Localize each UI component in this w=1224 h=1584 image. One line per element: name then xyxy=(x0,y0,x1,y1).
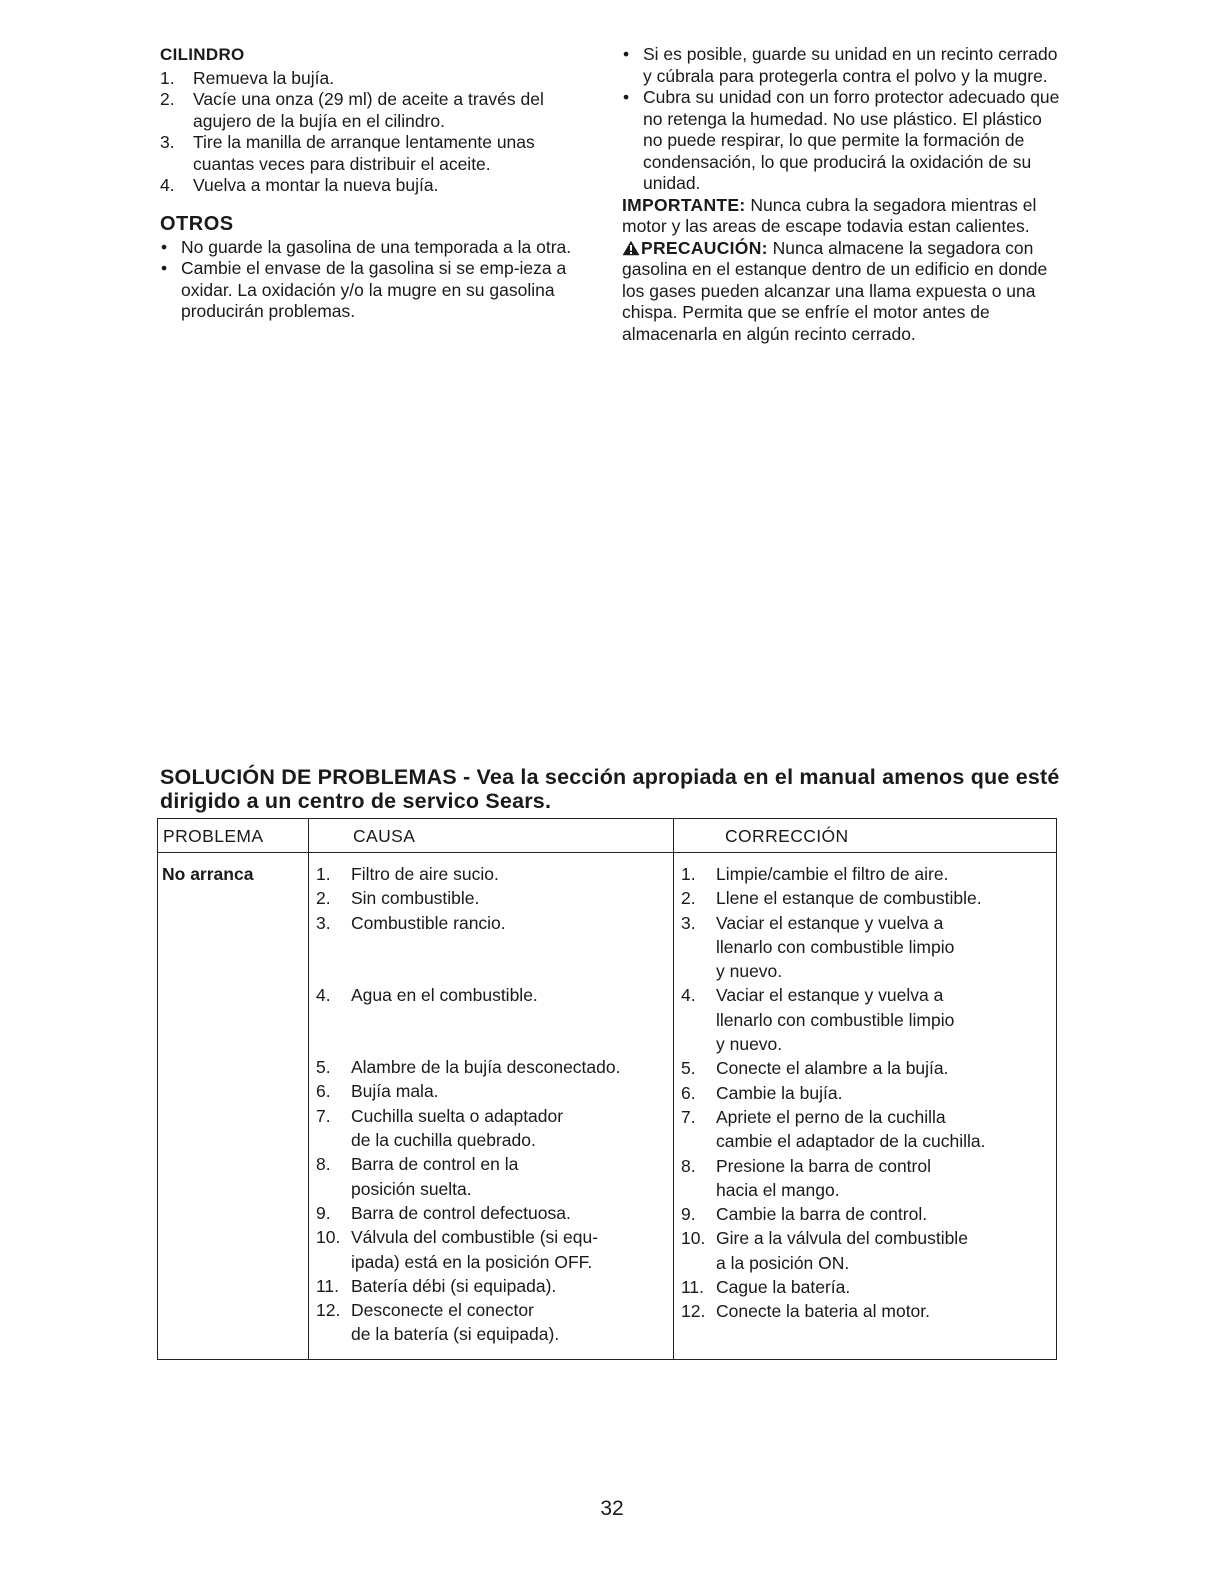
cause-item xyxy=(316,1104,668,1153)
cause-item xyxy=(316,1055,668,1079)
step-number: 4. xyxy=(160,175,175,195)
item-text: Filtro de aire sucio. xyxy=(351,864,499,884)
item-number: 7. xyxy=(316,1105,331,1126)
item-number: 2. xyxy=(681,888,696,909)
item-number: 3. xyxy=(681,912,696,933)
item-text: Agua en el combustible. xyxy=(351,984,538,1005)
item-number: 11. xyxy=(316,1275,340,1296)
importante-note xyxy=(622,195,1062,238)
correction-item xyxy=(681,862,1051,886)
item-text: Barra de control en la posición suelta. xyxy=(351,1154,519,1199)
item-number: 1. xyxy=(681,864,696,884)
cause-item xyxy=(316,1152,668,1201)
cause-item xyxy=(316,862,668,886)
item-text: Barra de control defectuosa. xyxy=(351,1202,571,1223)
warning-triangle-icon xyxy=(622,240,640,256)
cause-item xyxy=(316,1079,668,1103)
item-text: Alambre de la bujía desconectado. xyxy=(351,1057,621,1078)
item-text: Cambie la bujía. xyxy=(716,1082,843,1103)
item-number: 11. xyxy=(681,1277,705,1298)
item-number: 8. xyxy=(681,1155,696,1176)
bullet-marker: • xyxy=(623,87,630,107)
bullet-text: Si es posible, guarde su unidad en un recinto cerrado y cúbrala para protegerla contra el polvo y la mugre. xyxy=(643,44,1058,86)
bullet-marker: • xyxy=(623,44,630,64)
troubleshooting-table xyxy=(157,818,1057,1360)
bullet-text: No guarde la gasolina de una temporada a la otra. xyxy=(181,236,572,257)
header-correccion: CORRECCIÓN xyxy=(725,826,849,846)
list-item xyxy=(160,68,600,90)
header-problema: PROBLEMA xyxy=(163,826,264,846)
section-heading-otros: OTROS xyxy=(160,212,234,235)
correction-item xyxy=(681,1226,1051,1275)
storage-bullet-list xyxy=(622,44,1062,195)
item-text: Válvula del combustible (si equ- ipada) está en la posición OFF. xyxy=(351,1227,599,1272)
item-text: Bujía mala. xyxy=(351,1081,439,1102)
item-text: Cuchilla suelta o adaptador de la cuchilla quebrado. xyxy=(351,1105,564,1151)
correction-item xyxy=(681,1275,1051,1299)
item-number: 12. xyxy=(681,1301,706,1322)
item-text: Cambie la barra de control. xyxy=(716,1204,928,1225)
correction-item xyxy=(681,1202,1051,1226)
importante-text: Nunca cubra la segadora mientras el motor y las areas de escape todavia estan calientes. xyxy=(622,194,1037,236)
item-number: 2. xyxy=(316,888,331,909)
step-text: Vuelva a montar la nueva bujía. xyxy=(193,175,439,195)
correction-item xyxy=(681,1154,1051,1203)
cause-item xyxy=(316,1201,668,1225)
cause-item xyxy=(316,1274,668,1298)
corrections-cell xyxy=(681,862,1051,1324)
cilindro-steps-list xyxy=(160,68,600,197)
step-number: 1. xyxy=(160,67,175,88)
corrections-list xyxy=(681,862,1051,1324)
item-number: 4. xyxy=(316,984,331,1005)
item-text: Conecte la bateria al motor. xyxy=(716,1301,931,1322)
item-text: Sin combustible. xyxy=(351,888,480,909)
precaucion-warning xyxy=(622,238,1062,346)
causes-cell xyxy=(316,862,668,1347)
item-text: Llene el estanque de combustible. xyxy=(716,888,982,909)
item-number: 4. xyxy=(681,985,696,1006)
item-number: 10. xyxy=(316,1227,341,1248)
column-divider xyxy=(308,819,309,1359)
causes-list xyxy=(316,862,668,1347)
correction-item xyxy=(681,1081,1051,1105)
item-text: Batería débi (si equipada). xyxy=(351,1275,557,1296)
item-number: 12. xyxy=(316,1300,341,1321)
item-number: 5. xyxy=(681,1058,696,1079)
item-text: Limpie/cambie el filtro de aire. xyxy=(716,864,949,884)
correction-item xyxy=(681,1056,1051,1080)
item-number: 9. xyxy=(681,1204,696,1225)
right-column xyxy=(622,44,1062,345)
list-item xyxy=(622,44,1062,87)
problem-cell: No arranca xyxy=(162,864,254,884)
item-number: 3. xyxy=(316,912,331,933)
step-number: 2. xyxy=(160,89,175,109)
item-text: Presione la barra de control hacia el mango. xyxy=(716,1155,931,1200)
item-text: Apriete el perno de la cuchilla cambie el adaptador de la cuchilla. xyxy=(716,1106,986,1152)
step-text: Tire la manilla de arranque lentamente unas cuantas veces para distribuir el aceite. xyxy=(193,132,535,174)
correction-item xyxy=(681,1299,1051,1323)
list-item xyxy=(160,132,600,175)
left-column xyxy=(160,44,600,323)
cause-item xyxy=(316,886,668,910)
importante-label: IMPORTANTE: xyxy=(622,194,746,215)
item-text: Desconecte el conector de la batería (si equipada). xyxy=(351,1300,560,1345)
item-number: 10. xyxy=(681,1228,706,1249)
cause-item xyxy=(316,983,668,1007)
list-item xyxy=(160,89,600,132)
precaucion-label: PRECAUCIÓN: xyxy=(641,237,768,258)
item-text: Cague la batería. xyxy=(716,1277,851,1298)
page-number: 32 xyxy=(600,1497,624,1520)
item-text: Gire a la válvula del combustible a la posición ON. xyxy=(716,1228,968,1273)
item-text: Vaciar el estanque y vuelva a llenarlo con combustible limpio y nuevo. xyxy=(716,985,955,1055)
list-item xyxy=(160,175,600,197)
cause-item xyxy=(316,1225,668,1274)
item-number: 5. xyxy=(316,1057,331,1078)
precaucion-text: Nunca almacene la segadora con gasolina en el estanque dentro de un edificio en donde los gases pueden alcanzar una llama expuesta o una chispa. Permita que se enfríe el motor antes de almacenarla en algún recinto cerrado. xyxy=(622,237,1048,344)
correction-item xyxy=(681,1105,1051,1154)
bullet-text: Cambie el envase de la gasolina si se emp-ieza a oxidar. La oxidación y/o la mugre en su gasolina producirán problemas. xyxy=(181,258,567,321)
item-number: 9. xyxy=(316,1202,331,1223)
cause-item xyxy=(316,1298,668,1347)
item-number: 7. xyxy=(681,1106,696,1127)
item-number: 6. xyxy=(316,1081,331,1102)
item-text: Combustible rancio. xyxy=(351,912,506,933)
table-header-row xyxy=(158,819,1056,853)
list-item xyxy=(622,87,1062,195)
step-number: 3. xyxy=(160,132,175,152)
bullet-text: Cubra su unidad con un forro protector adecuado que no retenga la humedad. No use plástico. El plástico no puede respirar, lo que permite la formación de condensación, lo que producirá la oxidación de su unidad. xyxy=(643,87,1060,193)
header-causa: CAUSA xyxy=(353,826,416,846)
correction-item xyxy=(681,983,1051,1056)
bullet-marker: • xyxy=(161,236,168,257)
correction-item xyxy=(681,911,1051,984)
cause-item xyxy=(316,911,668,935)
item-number: 6. xyxy=(681,1082,696,1103)
list-item xyxy=(160,237,600,259)
bullet-marker: • xyxy=(161,258,168,278)
list-item xyxy=(160,258,600,323)
item-text: Conecte el alambre a la bujía. xyxy=(716,1058,949,1079)
step-text: Remueva la bujía. xyxy=(193,67,335,88)
section-heading-cilindro: CILINDRO xyxy=(160,45,245,64)
troubleshooting-title: SOLUCIÓN DE PROBLEMAS - Vea la sección apropiada en el manual amenos que esté dirigido a un centro de servico Sears. xyxy=(160,765,1060,813)
item-number: 1. xyxy=(316,864,331,884)
item-text: Vaciar el estanque y vuelva a llenarlo con combustible limpio y nuevo. xyxy=(716,912,955,982)
correction-item xyxy=(681,886,1051,910)
step-text: Vacíe una onza (29 ml) de aceite a través del agujero de la bujía en el cilindro. xyxy=(193,89,544,131)
item-number: 8. xyxy=(316,1154,331,1175)
otros-bullet-list xyxy=(160,237,600,323)
column-divider xyxy=(673,819,674,1359)
